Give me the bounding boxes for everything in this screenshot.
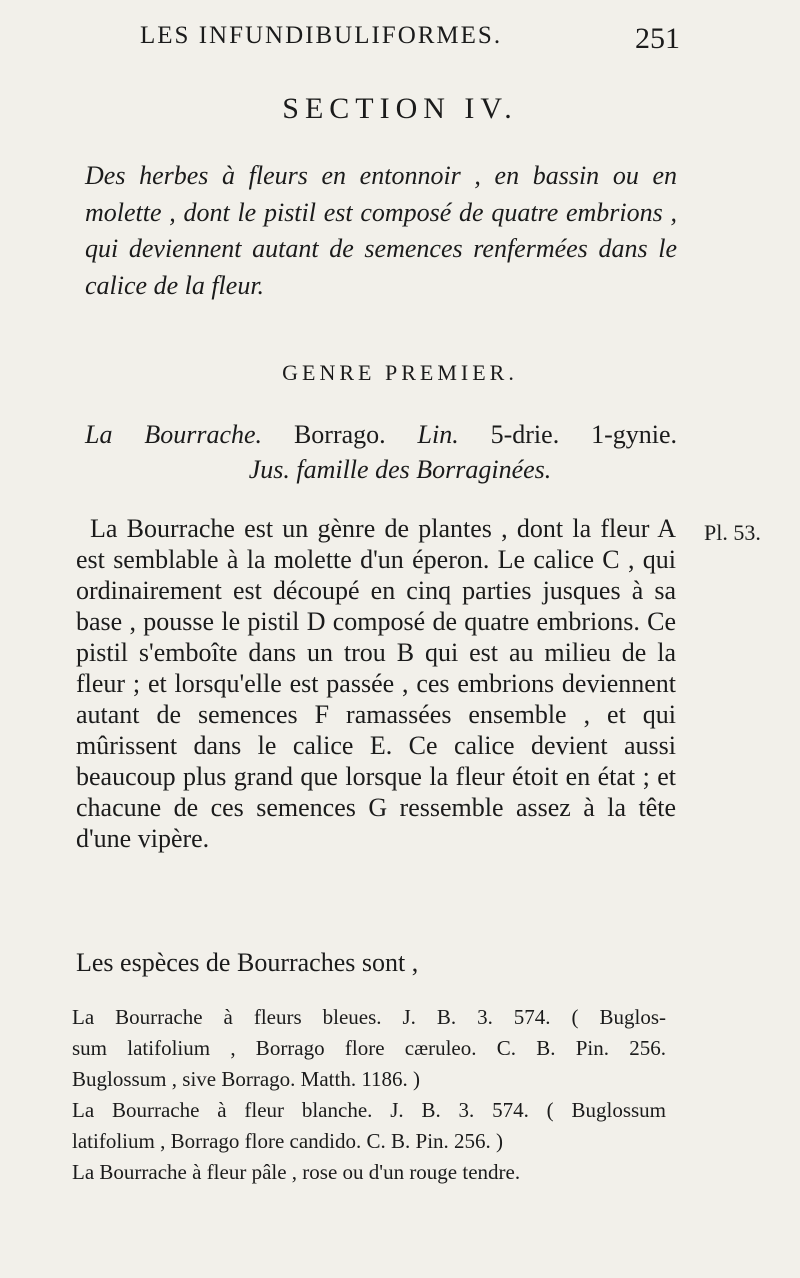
species-line: La Bourrache à fleurs bleues. J. B. 3. 574. ( Buglos- [72,1005,666,1029]
genus-authority: Lin. [417,420,459,449]
section-title: SECTION IV. [282,92,518,125]
species-line: La Bourrache à fleur blanche. J. B. 3. 574. ( Buglossum [72,1098,666,1122]
genus-title [85,420,677,450]
species-heading: Les espèces de Bourraches sont , [76,948,419,977]
section-intro: Des herbes à fleurs en entonnoir , en bassin ou en molette , dont le pistil est composé de quatre embrions , qui deviennent autant de semences renfermées dans le calice de la fleur. [85,161,677,300]
species-line: La Bourrache à fleur pâle , rose ou d'un rouge tendre. [72,1160,521,1184]
genus-latin-name: Borrago. [293,420,386,449]
species-line: Buglossum , sive Borrago. Matth. 1186. ) [72,1067,421,1091]
species-line: latifolium , Borrago flore candido. C. B. Pin. 256. ) [72,1129,504,1153]
genus-description: La Bourrache est un gènre de plantes , dont la fleur A est semblable à la molette d'un éperon. Le calice C , qui ordinairement est découpé en cinq parties jusques à sa base , pousse le pistil D composé de quatre embrions. Ce pistil s'emboîte dans un trou B qui est au milieu de la fleur ; et lorsqu'elle est passée , ces embrions deviennent autant de semences F ramassées ensemble , et qui mûrissent dans le calice E. Ce calice devient aussi beaucoup plus grand que lorsque la fleur étoit en état ; et chacune de ces semences G ressemble assez à la tête d'une vipère. [76,514,676,853]
genus-common-name: La Bourrache. [85,420,263,449]
page-number: 251 [635,22,680,55]
genus-class: 5-drie. [490,420,560,449]
running-title: LES INFUNDIBULIFORMES. [140,22,503,49]
species-line: sum latifolium , Borrago flore cæruleo. C. B. Pin. 256. [72,1036,666,1060]
genre-heading: GENRE PREMIER. [282,360,518,385]
species-list [72,1002,666,1188]
genus-family: Jus. famille des Borraginées. [248,455,552,484]
genus-order: 1-gynie. [591,420,678,449]
page-header [140,22,680,62]
plate-reference: Pl. 53. [704,520,761,545]
